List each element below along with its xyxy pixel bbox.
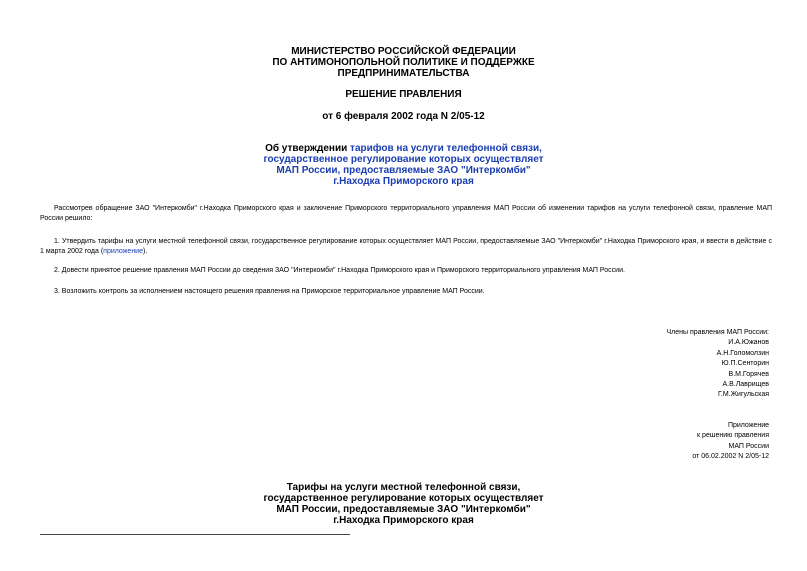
title-prefix: Об утверждении xyxy=(265,143,351,154)
ministry-header xyxy=(0,46,807,79)
appendix-ref-line-4: от 06.02.2002 N 2/05-12 xyxy=(692,453,769,461)
title-line-3[interactable]: МАП России, предоставляемые ЗАО "Интеркомби" xyxy=(276,165,531,176)
title-line-4[interactable]: г.Находка Приморского края xyxy=(333,176,474,187)
item-1-paragraph xyxy=(40,237,772,257)
document-title xyxy=(0,143,807,187)
ministry-line-1: МИНИСТЕРСТВО РОССИЙСКОЙ ФЕДЕРАЦИИ xyxy=(291,46,516,57)
appendix-ref-line-3: МАП России xyxy=(728,442,769,450)
document-date xyxy=(0,111,807,122)
signature-member: А.В.Лаврищев xyxy=(722,381,769,389)
intro-paragraph: Рассмотрев обращение ЗАО "Интеркомби" г.Находка Приморского края и заключение Приморского территориального управления МАП России об изменении тарифов на услуги телефонной связи, правление МАП России решило: xyxy=(40,205,772,222)
item-2-paragraph: 2. Довести принятое решение правления МАП России до сведения ЗАО "Интеркомби" г.Находка Приморского края и Приморского территориального управления МАП России. xyxy=(54,267,625,274)
signatures-block xyxy=(666,328,769,401)
signature-member: Г.М.Жигульская xyxy=(717,391,769,399)
appendix-title-line-2: государственное регулирование которых осуществляет xyxy=(263,493,544,504)
title-line-1 xyxy=(0,143,807,154)
title-line-2[interactable]: государственное регулирование которых осуществляет xyxy=(263,154,544,165)
appendix-ref-line-2: к решению правления xyxy=(697,432,769,440)
appendix-title xyxy=(0,482,807,526)
footnote-divider xyxy=(40,534,350,535)
appendix-ref-line-1: Приложение xyxy=(727,422,769,429)
signature-member: В.М.Горячев xyxy=(728,370,769,378)
signature-member: И.А.Южанов xyxy=(728,339,769,347)
appendix-title-line-3: МАП России, предоставляемые ЗАО "Интеркомби" xyxy=(276,504,531,515)
ministry-line-3: ПРЕДПРИНИМАТЕЛЬСТВА xyxy=(337,68,470,79)
item-3-paragraph: 3. Возложить контроль за исполнением настоящего решения правления на Приморское территориальное управление МАП России. xyxy=(54,288,485,295)
appendix-reference xyxy=(692,421,769,463)
item-1-end: ). xyxy=(143,248,148,255)
title-link[interactable]: тарифов на услуги телефонной связи, xyxy=(350,143,542,154)
signature-member: Ю.П.Сенторин xyxy=(721,360,769,368)
appendix-title-line-4: г.Находка Приморского края xyxy=(333,515,474,526)
doc-type-label: РЕШЕНИЕ ПРАВЛЕНИЯ xyxy=(345,89,462,100)
ministry-line-2: ПО АНТИМОНОПОЛЬНОЙ ПОЛИТИКЕ И ПОДДЕРЖКЕ xyxy=(272,57,535,68)
appendix-link[interactable]: приложение xyxy=(103,248,143,255)
appendix-title-line-1: Тарифы на услуги местной телефонной связи, xyxy=(286,482,521,493)
document-type xyxy=(0,89,807,100)
doc-date-label: от 6 февраля 2002 года N 2/05-12 xyxy=(322,111,485,122)
signatures-heading: Члены правления МАП России: xyxy=(666,329,769,336)
item-1-text: 1. Утвердить тарифы на услуги местной телефонной связи, государственное регулирование которых осуществляет МАП России, предоставляемые ЗАО "Интеркомби" г.Находка Приморского края, и ввести в действие с 1 марта 2002 года ( xyxy=(40,238,772,255)
signature-member: А.Н.Голомолзин xyxy=(716,349,769,357)
